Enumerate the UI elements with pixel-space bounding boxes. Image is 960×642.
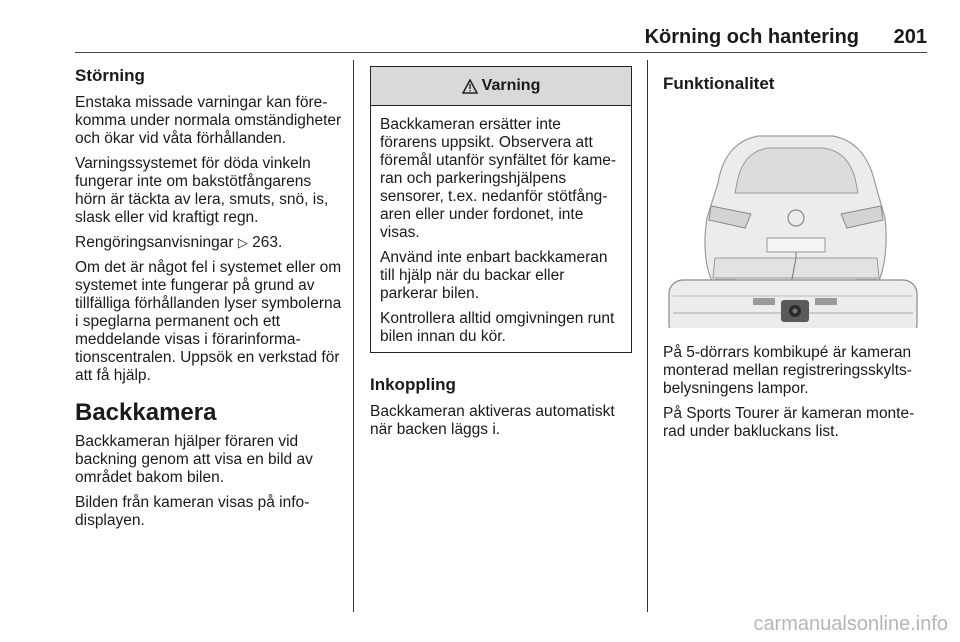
warning-body xyxy=(371,106,631,352)
watermark: carmanualsonline.info xyxy=(753,613,948,635)
paragraph: På 5-dörrars kombikupé är kameran monterad mellan registreringsskyltsbelysningens lampor. xyxy=(663,344,912,397)
heading-activation: Inkoppling xyxy=(370,375,456,394)
warning-text: Använd inte enbart backkameran till hjälp när du backar eller parkerar bilen. xyxy=(380,249,608,302)
car-rear-illustration xyxy=(663,108,925,328)
heading-rear-camera: Backkamera xyxy=(75,399,217,426)
page-number: 201 xyxy=(893,26,927,48)
warning-box xyxy=(370,66,632,353)
rear-camera-illustration xyxy=(663,108,925,328)
paragraph: Varningssystemet för döda vinkeln fungerar inte om bakstötfångarens hörn är täckta av lera, smuts, snö, is, slask eller vid kraftigt regn. xyxy=(75,155,329,226)
left-column xyxy=(75,66,343,537)
cleaning-page-link[interactable]: 263. xyxy=(252,234,283,251)
cleaning-text: Rengöringsanvisningar xyxy=(75,234,234,251)
warning-triangle-icon xyxy=(462,79,478,94)
paragraph-cleaning-ref xyxy=(75,234,343,252)
right-column xyxy=(663,74,927,448)
page-ref-icon: ▷ xyxy=(237,235,248,250)
paragraph: På Sports Tourer är kameran monterad under bakluckans list. xyxy=(663,405,915,440)
heading-functionality: Funktionalitet xyxy=(663,74,775,93)
paragraph: Bilden från kameran visas på infodisplayen. xyxy=(75,494,310,529)
paragraph: Om det är något fel i systemet eller om systemet inte fungerar på grund av tillfälliga förhållanden lyser symbolerna i speglarna permanent och ett meddelande visas i förarinformationscentralen. Uppsök en verkstad för att få hjälp. xyxy=(75,259,342,384)
middle-column xyxy=(370,66,632,446)
paragraph: Backkameran hjälper föraren vid backning genom att visa en bild av området bakom bilen. xyxy=(75,433,313,486)
header-divider xyxy=(75,52,927,53)
column-divider-right xyxy=(647,60,648,612)
warning-text: Kontrollera alltid omgivningen runt bilen innan du kör. xyxy=(380,310,615,345)
column-divider-left xyxy=(353,60,354,612)
paragraph: Enstaka missade varningar kan förekomma under normala omständigheter och ökar vid våta förhållanden. xyxy=(75,94,342,147)
heading-fault: Störning xyxy=(75,66,145,85)
warning-header xyxy=(371,67,631,106)
warning-title: Varning xyxy=(481,77,541,94)
warning-text: Backkameran ersätter inte förarens uppsikt. Observera att föremål utanför synfältet för kameran och parkeringshjälpens sensorer, t.ex. nedanför stötfångaren eller under fordonet, inte visas. xyxy=(380,116,617,241)
paragraph: Backkameran aktiveras automatiskt när backen läggs i. xyxy=(370,403,615,438)
page-header xyxy=(75,26,927,50)
chapter-title: Körning och hantering xyxy=(644,26,859,48)
